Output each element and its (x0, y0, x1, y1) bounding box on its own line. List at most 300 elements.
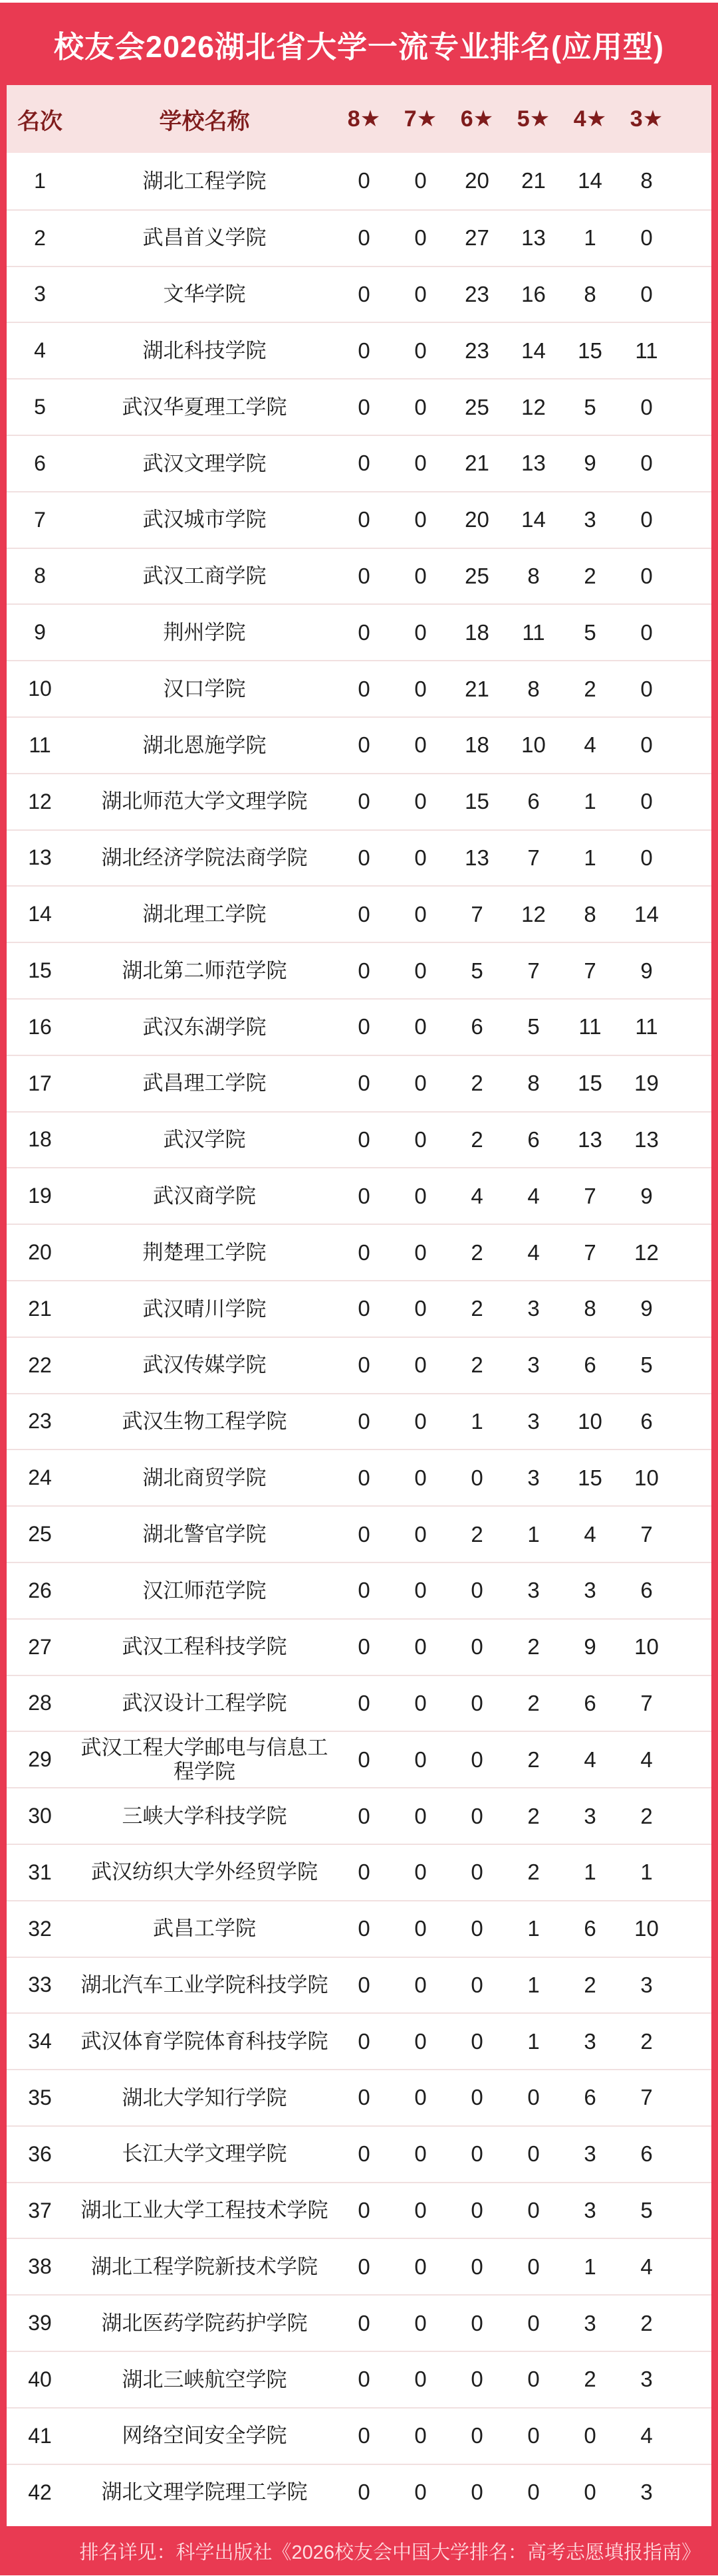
star-value-cell: 0 (358, 168, 370, 193)
star-value-cell: 0 (358, 2085, 370, 2110)
star-value-cell: 0 (358, 1352, 370, 1378)
school-cell: 武汉城市学院 (142, 508, 267, 532)
star-value-cell: 0 (471, 2198, 483, 2223)
star-value-cell: 0 (414, 2028, 427, 2054)
star-value-cell: 3 (584, 507, 596, 532)
school-cell: 武汉体育学院体育科技学院 (80, 2029, 328, 2053)
star-value-cell: 6 (584, 1352, 596, 1378)
star-value-cell: 13 (521, 451, 546, 476)
rank-cell: 8 (34, 564, 46, 588)
school-cell: 湖北文理学院理工学院 (101, 2480, 308, 2504)
star-value-cell: 0 (414, 168, 427, 193)
star-value-cell: 8 (584, 1296, 596, 1321)
star-value-cell: 4 (640, 2423, 653, 2448)
table-row (7, 1111, 711, 1168)
rank-cell: 20 (28, 1240, 52, 1265)
table-row (7, 773, 711, 829)
star-value-cell: 14 (521, 507, 546, 532)
star-value-cell: 0 (358, 2028, 370, 2054)
star-value-cell: 0 (414, 2254, 427, 2279)
star-value-cell: 6 (640, 1578, 653, 1603)
star-value-cell: 5 (471, 958, 483, 983)
star-value-cell: 0 (640, 281, 653, 306)
star-value-cell: 2 (471, 1352, 483, 1378)
table-row (7, 1900, 711, 1957)
star-value-cell: 0 (414, 2367, 427, 2392)
star-value-cell: 4 (584, 1521, 596, 1547)
star-value-cell: 0 (358, 1860, 370, 1885)
school-cell: 武汉华夏理工学院 (122, 395, 287, 419)
star-value-cell: 0 (640, 451, 653, 476)
star-value-cell: 14 (634, 901, 659, 926)
star-value-cell: 1 (527, 1972, 540, 1997)
star-value-cell: 0 (640, 845, 653, 870)
table-row (7, 2069, 711, 2125)
star-value-cell: 0 (414, 1747, 427, 1772)
star-value-cell: 10 (578, 1408, 602, 1434)
star-value-cell: 0 (471, 1634, 483, 1660)
star-value-cell: 0 (414, 2085, 427, 2110)
school-cell: 武汉工商学院 (142, 564, 267, 588)
star-value-cell: 1 (584, 2254, 596, 2279)
star-value-cell: 20 (465, 507, 489, 532)
star-value-cell: 0 (358, 1014, 370, 1039)
star-value-cell: 0 (358, 338, 370, 363)
star-value-cell: 0 (471, 2423, 483, 2448)
star-value-cell: 13 (465, 845, 489, 870)
rank-cell: 26 (28, 1578, 52, 1602)
star-value-cell: 0 (358, 1239, 370, 1265)
star-value-cell: 8 (640, 168, 653, 193)
star-value-cell: 0 (358, 1127, 370, 1152)
star-value-cell: 14 (578, 168, 602, 193)
star-value-cell: 0 (358, 225, 370, 251)
star-value-cell: 1 (471, 1408, 483, 1434)
star-value-cell: 0 (358, 1465, 370, 1490)
star-value-cell: 0 (414, 1634, 427, 1660)
star-value-cell: 0 (414, 619, 427, 645)
star-value-cell: 7 (584, 1239, 596, 1265)
star-value-cell: 0 (414, 1071, 427, 1096)
school-cell: 武昌工学院 (153, 1917, 256, 1941)
star-value-cell: 2 (584, 563, 596, 588)
star-value-cell: 8 (584, 281, 596, 306)
school-cell: 文华学院 (163, 282, 246, 306)
table-row (7, 1957, 711, 2013)
school-cell: 武昌理工学院 (142, 1071, 267, 1095)
star-value-cell: 0 (584, 2480, 596, 2505)
school-cell: 武汉工程科技学院 (122, 1635, 287, 1659)
star-value-cell: 0 (414, 2423, 427, 2448)
school-cell: 湖北商贸学院 (142, 1465, 267, 1489)
school-cell: 武汉晴川学院 (142, 1297, 267, 1321)
rank-cell: 16 (28, 1014, 52, 1039)
star-value-cell: 3 (584, 2310, 596, 2335)
school-cell: 湖北理工学院 (142, 902, 267, 926)
star-value-cell: 21 (521, 168, 546, 193)
star-value-cell: 0 (640, 676, 653, 701)
school-cell: 网络空间安全学院 (122, 2424, 287, 2448)
star-value-cell: 7 (640, 1521, 653, 1547)
star-value-cell: 0 (471, 2310, 483, 2335)
star-value-cell: 0 (358, 901, 370, 926)
star-value-cell: 0 (640, 619, 653, 645)
star-value-cell: 0 (358, 2310, 370, 2335)
star-value-cell: 0 (471, 2254, 483, 2279)
table-row (7, 1337, 711, 1393)
star-value-cell: 5 (584, 619, 596, 645)
star-value-cell: 0 (414, 676, 427, 701)
rank-cell: 42 (28, 2480, 52, 2504)
star-value-cell: 7 (527, 958, 540, 983)
star-value-cell: 3 (640, 1972, 653, 1997)
star-value-cell: 16 (521, 281, 546, 306)
star-value-cell: 15 (465, 789, 489, 814)
star-value-cell: 18 (465, 732, 489, 758)
star-value-cell: 3 (584, 2028, 596, 2054)
star-value-cell: 3 (527, 1296, 540, 1321)
star-value-cell: 0 (414, 1465, 427, 1490)
star-value-cell: 23 (465, 338, 489, 363)
footer-note: 排名详见：科学出版社《2026校友会中国大学排名：高考志愿填报指南》 (0, 2526, 718, 2575)
table-row (7, 942, 711, 998)
table-row (7, 1844, 711, 1900)
star-value-cell: 15 (578, 1071, 602, 1096)
star-value-cell: 3 (584, 2141, 596, 2167)
school-cell: 湖北恩施学院 (142, 733, 267, 757)
column-header-star: 5★ (517, 106, 550, 132)
star-value-cell: 0 (414, 1690, 427, 1715)
star-value-cell: 0 (527, 2480, 540, 2505)
star-value-cell: 0 (358, 1183, 370, 1208)
star-value-cell: 2 (527, 1634, 540, 1660)
star-value-cell: 9 (640, 1183, 653, 1208)
star-value-cell: 3 (640, 2480, 653, 2505)
school-cell: 武汉生物工程学院 (122, 1410, 287, 1434)
school-cell: 长江大学文理学院 (122, 2142, 287, 2166)
star-value-cell: 27 (465, 225, 489, 251)
column-header-star: 8★ (347, 106, 381, 132)
star-value-cell: 0 (414, 1183, 427, 1208)
star-value-cell: 10 (521, 732, 546, 758)
star-value-cell: 11 (635, 338, 658, 363)
star-value-cell: 9 (640, 958, 653, 983)
star-value-cell: 8 (527, 676, 540, 701)
school-cell: 三峡大学科技学院 (122, 1804, 287, 1828)
star-value-cell: 12 (521, 901, 546, 926)
star-value-cell: 2 (584, 676, 596, 701)
star-value-cell: 0 (414, 225, 427, 251)
school-cell: 湖北经济学院法商学院 (101, 846, 308, 870)
star-value-cell: 6 (527, 789, 540, 814)
star-value-cell: 2 (640, 2310, 653, 2335)
star-value-cell: 1 (527, 2028, 540, 2054)
table-row (7, 1618, 711, 1675)
table-row (7, 2351, 711, 2407)
star-value-cell: 3 (584, 1803, 596, 1828)
star-value-cell: 0 (358, 2198, 370, 2223)
star-value-cell: 0 (414, 1803, 427, 1828)
star-value-cell: 0 (358, 732, 370, 758)
star-value-cell: 0 (640, 563, 653, 588)
star-value-cell: 0 (414, 2198, 427, 2223)
rank-cell: 29 (28, 1747, 52, 1772)
star-value-cell: 0 (640, 394, 653, 419)
school-cell: 湖北工业大学工程技术学院 (80, 2199, 328, 2222)
star-value-cell: 0 (414, 845, 427, 870)
star-value-cell: 0 (358, 1521, 370, 1547)
star-value-cell: 3 (640, 2367, 653, 2392)
star-value-cell: 5 (640, 2198, 653, 2223)
rank-cell: 27 (28, 1634, 52, 1659)
star-value-cell: 0 (414, 2480, 427, 2505)
star-value-cell: 25 (465, 394, 489, 419)
star-value-cell: 0 (358, 1803, 370, 1828)
star-value-cell: 21 (465, 451, 489, 476)
star-value-cell: 2 (527, 1860, 540, 1885)
table-row (7, 2294, 711, 2351)
table-row (7, 266, 711, 322)
table-row (7, 1731, 711, 1787)
star-value-cell: 0 (414, 732, 427, 758)
star-value-cell: 7 (471, 901, 483, 926)
star-value-cell: 2 (527, 1690, 540, 1715)
star-value-cell: 0 (640, 225, 653, 251)
star-value-cell: 0 (358, 1578, 370, 1603)
rank-cell: 19 (28, 1184, 52, 1208)
star-value-cell: 0 (414, 1860, 427, 1885)
school-cell: 武汉商学院 (153, 1184, 256, 1208)
star-value-cell: 15 (578, 1465, 602, 1490)
star-value-cell: 7 (640, 2085, 653, 2110)
star-value-cell: 0 (414, 1972, 427, 1997)
star-value-cell: 0 (527, 2141, 540, 2167)
star-value-cell: 0 (471, 2480, 483, 2505)
school-cell: 汉口学院 (163, 677, 246, 700)
rank-cell: 39 (28, 2311, 52, 2335)
star-value-cell: 2 (527, 1747, 540, 1772)
table-row (7, 829, 711, 886)
rank-cell: 12 (28, 789, 52, 813)
star-value-cell: 11 (635, 1014, 658, 1039)
star-value-cell: 0 (640, 507, 653, 532)
table-row (7, 1055, 711, 1111)
rank-cell: 11 (29, 732, 51, 757)
rank-cell: 28 (28, 1691, 52, 1715)
star-value-cell: 11 (522, 619, 545, 645)
star-value-cell: 0 (471, 1916, 483, 1941)
star-value-cell: 0 (358, 1916, 370, 1941)
school-cell: 武汉东湖学院 (142, 1015, 267, 1039)
table-row (7, 322, 711, 378)
table-row (7, 548, 711, 604)
star-value-cell: 6 (640, 2141, 653, 2167)
rank-cell: 13 (28, 845, 52, 870)
star-value-cell: 2 (584, 2367, 596, 2392)
school-cell: 荆楚理工学院 (142, 1240, 267, 1264)
star-value-cell: 4 (584, 732, 596, 758)
star-value-cell: 0 (471, 1860, 483, 1885)
table-row (7, 1449, 711, 1505)
table-row (7, 1280, 711, 1337)
star-value-cell: 9 (640, 1296, 653, 1321)
star-value-cell: 8 (527, 1071, 540, 1096)
table-row (7, 660, 711, 716)
school-cell: 湖北汽车工业学院科技学院 (80, 1973, 328, 1997)
table-row (7, 716, 711, 773)
star-value-cell: 2 (640, 1803, 653, 1828)
star-value-cell: 0 (358, 789, 370, 814)
star-value-cell: 3 (527, 1465, 540, 1490)
star-value-cell: 0 (358, 394, 370, 419)
star-value-cell: 0 (527, 2367, 540, 2392)
star-value-cell: 0 (414, 901, 427, 926)
star-value-cell: 0 (414, 1408, 427, 1434)
rank-cell: 41 (28, 2423, 52, 2448)
star-value-cell: 13 (634, 1127, 659, 1152)
school-cell: 武昌首义学院 (142, 226, 267, 250)
star-value-cell: 0 (358, 845, 370, 870)
star-value-cell: 8 (584, 901, 596, 926)
school-cell: 湖北大学知行学院 (122, 2086, 287, 2109)
star-value-cell: 7 (640, 1690, 653, 1715)
rank-cell: 24 (28, 1465, 52, 1490)
rank-cell: 18 (28, 1127, 52, 1152)
star-value-cell: 1 (527, 1521, 540, 1547)
star-value-cell: 0 (640, 732, 653, 758)
rank-cell: 1 (34, 168, 46, 193)
star-value-cell: 0 (527, 2423, 540, 2448)
school-cell: 湖北工程学院 (142, 169, 267, 193)
table-row (7, 1393, 711, 1449)
rank-cell: 15 (28, 958, 52, 983)
star-value-cell: 0 (471, 2085, 483, 2110)
rank-cell: 23 (28, 1409, 52, 1434)
star-value-cell: 10 (634, 1465, 659, 1490)
star-value-cell: 11 (578, 1014, 602, 1039)
school-cell: 武汉文理学院 (142, 451, 267, 475)
star-value-cell: 0 (471, 2367, 483, 2392)
rank-cell: 38 (28, 2254, 52, 2279)
star-value-cell: 0 (358, 451, 370, 476)
star-value-cell: 0 (414, 1014, 427, 1039)
star-value-cell: 0 (358, 2423, 370, 2448)
star-value-cell: 0 (414, 281, 427, 306)
star-value-cell: 4 (527, 1183, 540, 1208)
star-value-cell: 12 (634, 1239, 659, 1265)
star-value-cell: 2 (640, 2028, 653, 2054)
star-value-cell: 3 (527, 1352, 540, 1378)
school-cell: 荆州学院 (163, 620, 246, 644)
star-value-cell: 5 (584, 394, 596, 419)
star-value-cell: 0 (414, 2310, 427, 2335)
star-value-cell: 2 (527, 1803, 540, 1828)
rank-cell: 36 (28, 2141, 52, 2166)
star-value-cell: 15 (578, 338, 602, 363)
star-value-cell: 8 (527, 563, 540, 588)
star-value-cell: 12 (521, 394, 546, 419)
school-cell: 武汉纺织大学外经贸学院 (91, 1860, 318, 1884)
table-row (7, 2125, 711, 2182)
column-header-school: 学校名称 (159, 108, 250, 134)
star-value-cell: 0 (414, 958, 427, 983)
star-value-cell: 0 (358, 1747, 370, 1772)
column-header-star: 4★ (573, 106, 607, 132)
star-value-cell: 0 (358, 2254, 370, 2279)
star-value-cell: 10 (634, 1916, 659, 1941)
table-row (7, 2012, 711, 2069)
star-value-cell: 1 (584, 845, 596, 870)
star-value-cell: 0 (471, 1578, 483, 1603)
column-header-rank: 名次 (17, 108, 62, 134)
rank-cell: 6 (34, 451, 46, 475)
school-cell: 湖北医药学院药护学院 (101, 2311, 308, 2335)
rank-cell: 25 (28, 1522, 52, 1547)
rank-cell: 34 (28, 2029, 52, 2054)
star-value-cell: 0 (358, 563, 370, 588)
table-row (7, 1787, 711, 1844)
rank-cell: 10 (28, 677, 52, 701)
star-value-cell: 0 (414, 1296, 427, 1321)
page-title: 校友会2026湖北省大学一流专业排名(应用型) (53, 29, 665, 64)
table-row (7, 209, 711, 266)
star-value-cell: 0 (414, 1352, 427, 1378)
star-value-cell: 3 (584, 2198, 596, 2223)
school-cell: 湖北警官学院 (142, 1522, 267, 1546)
star-value-cell: 3 (584, 1578, 596, 1603)
star-value-cell: 6 (640, 1408, 653, 1434)
star-value-cell: 6 (471, 1014, 483, 1039)
star-value-cell: 2 (471, 1127, 483, 1152)
star-value-cell: 9 (584, 1634, 596, 1660)
star-value-cell: 7 (584, 958, 596, 983)
star-value-cell: 0 (358, 1690, 370, 1715)
star-value-cell: 0 (358, 1296, 370, 1321)
rank-cell: 3 (34, 282, 46, 306)
table-row (7, 1224, 711, 1280)
school-cell: 武汉设计工程学院 (122, 1691, 287, 1715)
star-value-cell: 25 (465, 563, 489, 588)
star-value-cell: 0 (414, 1521, 427, 1547)
star-value-cell: 0 (527, 2254, 540, 2279)
star-value-cell: 4 (584, 1747, 596, 1772)
star-value-cell: 10 (634, 1634, 659, 1660)
rank-cell: 2 (34, 225, 46, 250)
rank-cell: 5 (34, 395, 46, 419)
table-row (7, 491, 711, 548)
star-value-cell: 4 (471, 1183, 483, 1208)
star-value-cell: 0 (358, 2480, 370, 2505)
school-cell: 湖北第二师范学院 (122, 958, 287, 982)
school-cell: 武汉工程大学邮电与信息工程学院 (80, 1736, 328, 1783)
table-row (7, 153, 711, 209)
rank-cell: 22 (28, 1352, 52, 1377)
table-row (7, 2407, 711, 2464)
star-value-cell: 0 (640, 789, 653, 814)
rank-cell: 14 (28, 902, 52, 926)
star-value-cell: 0 (414, 789, 427, 814)
star-value-cell: 18 (465, 619, 489, 645)
ranking-card (0, 3, 718, 2575)
rank-cell: 7 (34, 507, 46, 532)
rank-cell: 32 (28, 1916, 52, 1941)
star-value-cell: 0 (358, 676, 370, 701)
column-header-star: 6★ (460, 106, 494, 132)
star-value-cell: 1 (584, 225, 596, 251)
star-value-cell: 0 (414, 1127, 427, 1152)
ranking-table (7, 85, 711, 2526)
star-value-cell: 0 (414, 1578, 427, 1603)
